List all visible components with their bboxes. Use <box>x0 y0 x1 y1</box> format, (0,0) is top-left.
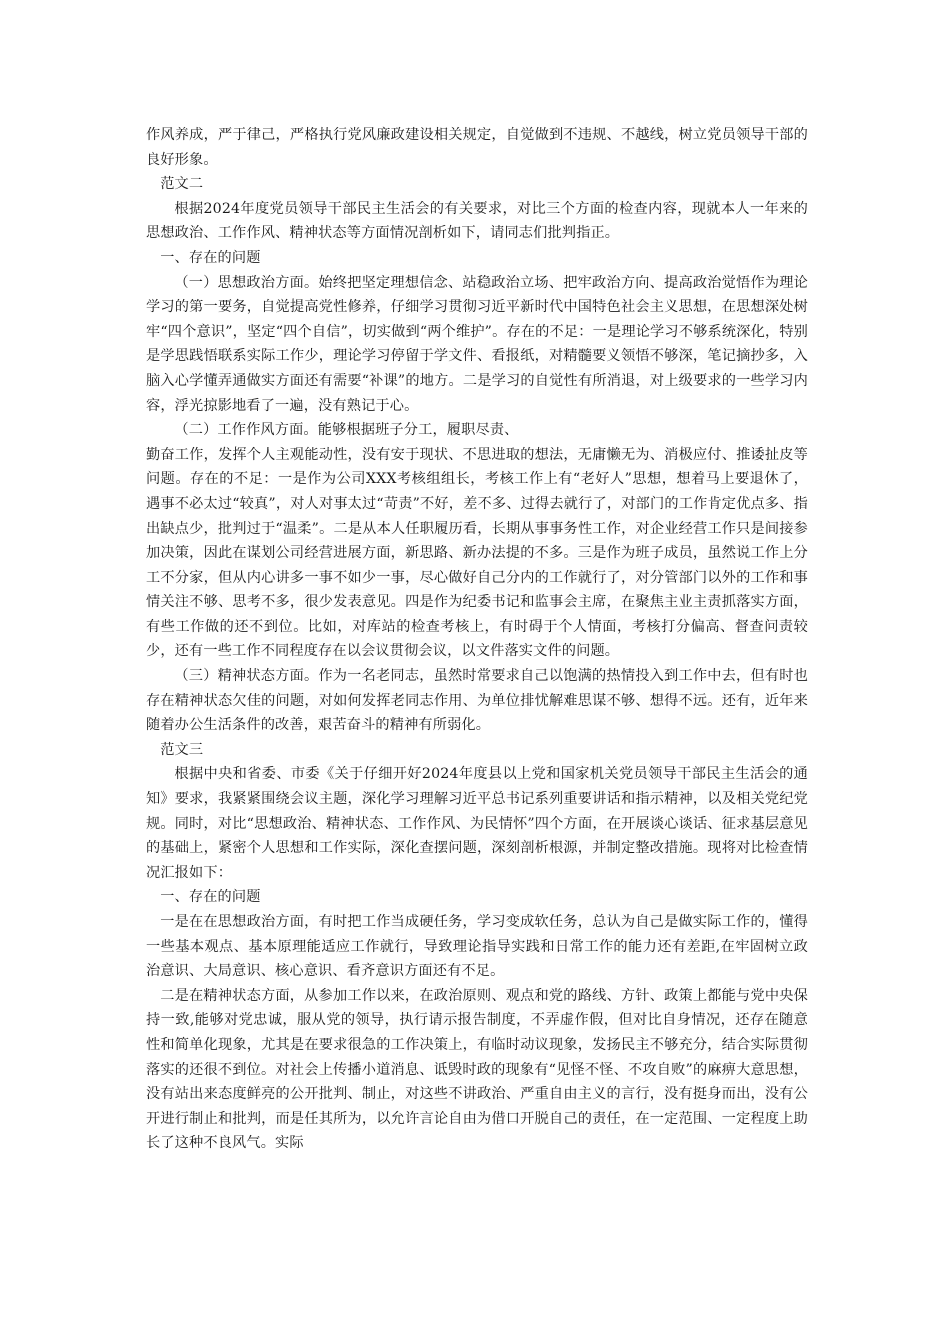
paragraph-ideology-politics: （一）思想政治方面。始终把坚定理想信念、站稳政治立场、把牢政治方向、提高政治觉悟作为理论学习的第一要务，自觉提高党性修养，仔细学习贯彻习近平新时代中国特色社会主义思想，在思想深处树牢“四个意识”，坚定“四个自信”，切实做到“两个维护”。存在的不足：一是理论学习不够系统深化，特别是学思践悟联系实际工作少，理论学习停留于学文件、看报纸，对精髓要义领悟不够深，笔记摘抄多，入脑入心学懂弄通做实方面还有需要“补课”的地方。二是学习的自觉性有所消退，对上级要求的一些学习内容，浮光掠影地看了一遍，没有熟记于心。 <box>146 274 808 414</box>
paragraph-work-style-body: 勤奋工作，发挥个人主观能动性，没有安于现状、不思进取的想法，无庸懒无为、消极应付、推诿扯皮等问题。存在的不足：一是作为公司XXX考核组组长，考核工作上有“老好人”思想，想着马上要退休了，遇事不必太过“较真”，对人对事太过“苛责”不好，差不多、过得去就行了，对部门的工作肯定优点多、指出缺点少，批判过于“温柔”。二是从本人任职履历看，长期从事事务性工作，对企业经营工作只是间接参加决策，因此在谋划公司经营进展方面，新思路、新办法提的不多。三是作为班子成员，虽然说工作上分工不分家，但从内心讲多一事不如少一事，尽心做好自己分内的工作就行了，对分管部门以外的工作和事情关注不够、思考不多，很少发表意见。四是作为纪委书记和监事会主席，在聚焦主业主责抓落实方面，有些工作做的还不到位。比如，对库站的检查考核上，有时碍于个人情面，考核打分偏高、督查问责较少，还有一些工作不同程度存在以会议贯彻会议，以文件落实文件的问题。 <box>146 446 808 660</box>
paragraph-work-style-heading: （二）工作作风方面。能够根据班子分工，履职尽责、 <box>174 422 519 439</box>
heading-sample-three: 范文三 <box>160 741 204 758</box>
heading-sample-two: 范文二 <box>160 176 204 193</box>
paragraph-point-one: 一是在在思想政治方面，有时把工作当成硬任务，学习变成软任务，总认为自己是做实际工作的，懂得一些基本观点、基本原理能适应工作就行，导致理论指导实践和日常工作的能力还有差距,在牢固树立政治意识、大局意识、核心意识、看齐意识方面还有不足。 <box>146 914 808 980</box>
paragraph-intro-end: 作风养成，严于律己，严格执行党风廉政建设相关规定，自觉做到不违规、不越线，树立党员领导干部的良好形象。 <box>146 127 808 168</box>
paragraph-sample-two-intro: 根据2024年度党员领导干部民主生活会的有关要求，对比三个方面的检查内容，现就本人一年来的思想政治、工作作风、精神状态等方面情况剖析如下，请同志们批判指正。 <box>146 200 808 242</box>
heading-existing-problems: 一、存在的问题 <box>160 249 261 266</box>
paragraph-point-two: 二是在精神状态方面，从参加工作以来，在政治原则、观点和党的路线、方针、政策上都能与党中央保持一致,能够对党忠诚，服从党的领导，执行请示报告制度，不弄虚作假，但对比自身情况，还存在随意性和简单化现象，尤其是在要求很急的工作决策上，有临时动议现象，发扬民主不够充分，结合实际贯彻落实的还很不到位。对社会上传播小道消息、诋毁时政的现象有“见怪不怪、不攻自败”的麻痹大意思想，没有站出来态度鲜亮的公开批判、制止，对这些不讲政治、严重自由主义的言行，没有挺身而出，没有公开进行制止和批判，而是任其所为，以允许言论自由为借口开脱自己的责任，在一定范围、一定程度上助长了这种不良风气。实际 <box>146 987 808 1152</box>
heading-existing-problems-2: 一、存在的问题 <box>160 889 261 906</box>
document-page <box>146 123 808 1156</box>
paragraph-sample-three-intro: 根据中央和省委、市委《关于仔细开好2024年度县以上党和国家机关党员领导干部民主生活会的通知》要求，我紧紧围绕会议主题，深化学习理解习近平总书记系列重要讲话和指示精神，以及相关党纪党规。同时，对比“思想政治、精神状态、工作作风、为民情怀”四个方面，在开展谈心谈话、征求基层意见的基础上，紧密个人思想和工作实际，深化查摆问题，深刻剖析根源，并制定整改措施。现将对比检查情况汇报如下： <box>146 766 808 881</box>
paragraph-mental-state: （三）精神状态方面。作为一名老同志，虽然时常要求自己以饱满的热情投入到工作中去，但有时也存在精神状态欠佳的问题，对如何发挥老同志作用、为单位排忧解难思谋不够、想得不远。还有，近年来随着办公生活条件的改善，艰苦奋斗的精神有所弱化。 <box>146 668 808 734</box>
